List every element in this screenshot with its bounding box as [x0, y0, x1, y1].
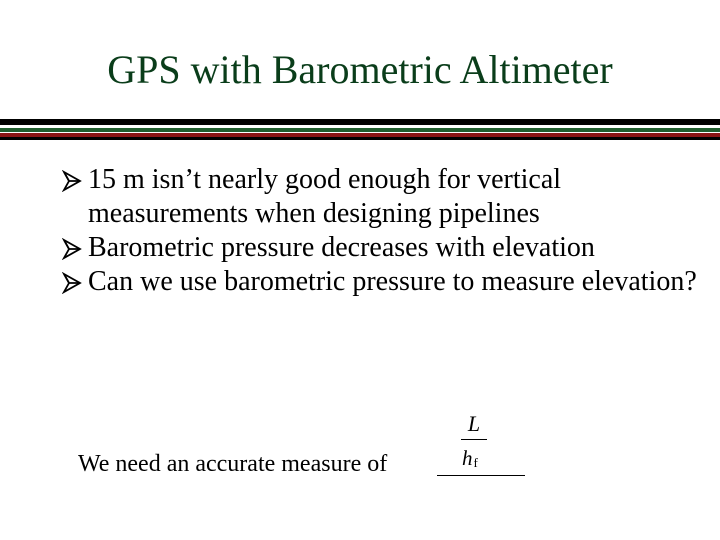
divider-black-top — [0, 119, 720, 125]
denominator-symbol: h — [462, 446, 473, 470]
bullet-item — [62, 163, 712, 231]
fraction-numerator: L — [467, 411, 481, 436]
arrow-check-bullet-icon — [62, 170, 82, 192]
bullet-item — [62, 231, 712, 265]
bullet-text: Can we use barometric pressure to measure elevation? — [88, 266, 697, 297]
divider-black-bottom — [0, 137, 720, 140]
slide-title: GPS with Barometric Altimeter — [107, 47, 613, 92]
fraction-denominator — [462, 446, 478, 475]
bullet-text: 15 m isn’t nearly good enough for vertical measurements when designing pipelines — [88, 164, 562, 229]
arrow-check-bullet-icon — [62, 272, 82, 294]
fraction-bar — [461, 439, 487, 440]
denominator-subscript: f — [473, 455, 478, 470]
bullet-list — [62, 163, 712, 299]
title-divider — [0, 119, 720, 141]
footer-statement: We need an accurate measure of — [78, 451, 388, 477]
divider-green — [0, 128, 720, 132]
bullet-text: Barometric pressure decreases with elevation — [88, 232, 595, 263]
arrow-check-bullet-icon — [62, 238, 82, 260]
bullet-item — [62, 265, 712, 299]
fraction-expression — [459, 412, 489, 476]
